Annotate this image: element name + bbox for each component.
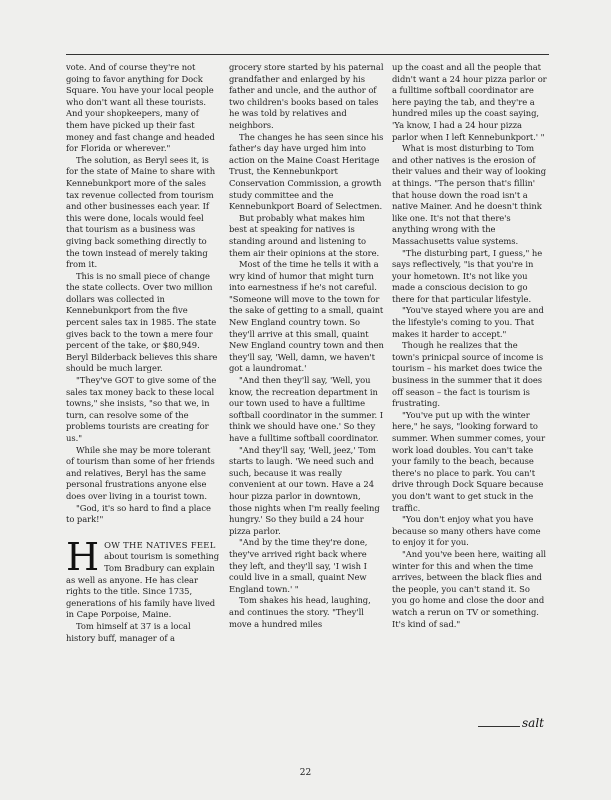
paragraph: "You've stayed where you are and the lifestyle's coming to you. That makes it harder to accept." (392, 305, 544, 339)
paragraph: "And you've been here, waiting all winter for this and when the time arrives, between the black flies and the people, you can't stand it. So you go home and close the door and watch a rerun on TV or something. It's kind of sad." (392, 548, 547, 629)
paragraph: "They've GOT to give some of the sales tax money back to these local towns," she insists, "so that we, in turn, can resolve some of the problems tourists are creating for us." (66, 375, 217, 443)
salt-signature: salt (522, 716, 544, 730)
paragraph: The solution, as Beryl sees it, is for the state of Maine to share with Kennebunkport more of the sales tax revenue collected from tourism and other businesses each year. If this were done, locals would feel that tourism as a business was giving back something directly to the town instead of merely taking from it. (66, 154, 216, 270)
paragraph: "You don't enjoy what you have because so many others have come to enjoy it for you. (392, 514, 541, 548)
paragraph: "And by the time they're done, they've arrived right back where they left, and they'll say, 'I wish I could live in a small, quaint New England town.' " (229, 537, 368, 594)
end-rule (478, 726, 520, 727)
paragraph: While she may be more tolerant of tourism than some of her friends and relatives, Beryl has the same personal frustrations anyone else does over living in a tourist town. (66, 444, 215, 501)
paragraph: This is no small piece of change the state collects. Over two million dollars was collected in Kennebunkport from the five percent sales tax in 1985. The state gives back to the town a mere four percent of the take, or $80,949. Beryl Bilderback believes this share should be much larger. (66, 270, 218, 374)
column-1 (66, 62, 221, 644)
paragraph: grocery store started by his paternal grandfather and enlarged by his father and uncle, and the author of two children's books based on tales he was told by relatives and neighbors. (229, 62, 384, 130)
column-3 (392, 62, 547, 630)
paragraph: The changes he has seen since his father's day have urged him into action on the Maine Coast Heritage Trust, the Kennebunkport Conservation Commission, a growth study committee and the Kennebunkport Board of Selectmen. (229, 131, 384, 212)
paragraph: But probably what makes him best at speaking for natives is standing around and listening to them air their opinions at the store. (229, 212, 380, 258)
paragraph: "And they'll say, 'Well, jeez,' Tom starts to laugh. 'We need such and such, because it was really convenient at our town. Have a 24 hour pizza parlor in downtown, those nights when I'm really feeling hungry.' So they build a 24 hour pizza parlor. (229, 444, 380, 536)
paragraph: vote. And of course they're not going to favor anything for Dock Square. You have your local people who don't want all these tourists. And your shopkeepers, many of them have picked up their fast money and fast change and headed for Florida or wherever." (66, 62, 215, 154)
paragraph: "And then they'll say, 'Well, you know, the recreation department in our town used to have a fulltime softball coordinator in the summer. I think we should have one.' So they have a fulltime softball coordinator. (229, 375, 383, 443)
paragraph: Tom shakes his head, laughing, and continues the story. "They'll move a hundred miles (229, 595, 371, 629)
paragraph: Most of the time he tells it with a wry kind of humor that might turn into earnestness if he's not careful. "Someone will move to the town for the sake of getting to a small, quaint New England country town. So they'll arrive at this small, quaint New England country town and then they'll say, 'Well, damn, we haven't got a laundromat.' (229, 259, 384, 374)
paragraph: up the coast and all the people that didn't want a 24 hour pizza parlor or a fulltime softball coordinator are here paying the tab, and they're a hundred miles up the coast saying, 'Ya know, I had a 24 hour pizza parlor when I left Kennebunkport.' " (392, 62, 547, 142)
paragraph: about tourism is something Tom Bradbury can explain as well as anyone. He has clear rights to the title. Since 1735, generations of his family have lived in Cape Porpoise, Maine. (66, 551, 220, 620)
column-2 (229, 62, 384, 630)
section-opening (66, 534, 221, 621)
paragraph: Tom himself at 37 is a local history buff, manager of a (66, 620, 191, 643)
top-rule (66, 54, 549, 55)
paragraph: Though he realizes that the town's prinicpal source of income is tourism – his market does twice the business in the summer that it does off season – the fact is tourism is frustrating. (392, 340, 544, 409)
paragraph: What is most disturbing to Tom and other natives is the erosion of their values and their way of looking at things. "The person that's fillin' that house down the road isn't a native Mainer. And he doesn't think like one. It's not that there's anything wrong with the Massachusetts value systems. (392, 143, 547, 246)
drop-cap: H (66, 534, 100, 579)
paragraph: "God, it's so hard to find a place to park!" (66, 502, 211, 525)
section-lead-caps: OW THE NATIVES FEEL (104, 539, 216, 550)
page-number: 22 (299, 768, 312, 778)
paragraph: "You've put up with the winter here," he says, "looking forward to summer. When summer comes, your work load doubles. You can't take your family to the beach, because there's no place to park. You can't drive through Dock Square because you don't want to get stuck in the traffic. (392, 409, 546, 513)
paragraph: "The disturbing part, I guess," he says reflectively, "is that you're in your hometown. It's not like you made a conscious decision to go there for that particular lifestyle. (392, 247, 543, 304)
